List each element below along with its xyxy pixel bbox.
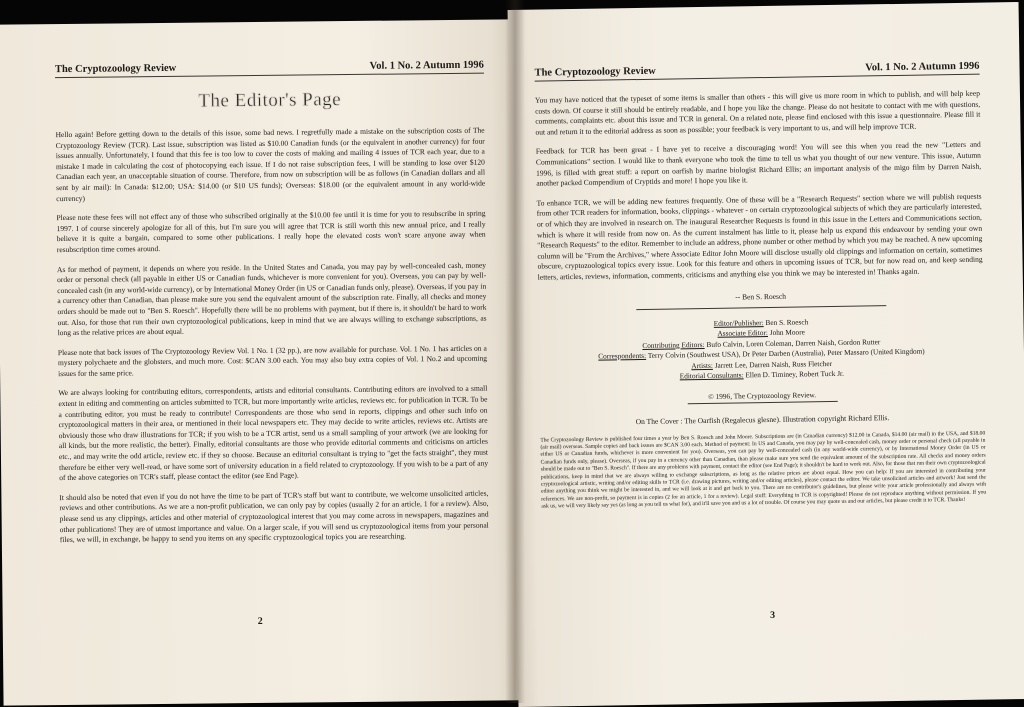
page-number: 2	[257, 615, 263, 628]
issue-info: Vol. 1 No. 2 Autumn 1996	[865, 60, 980, 74]
credit-names: Terry Colvin (Southwest USA), Dr Peter Darben (Australia), Peter Massaro (United Kingdom)	[646, 346, 925, 360]
paragraph: Feedback for TCR has been great - I have yet to receive a discouraging word! You will see this when you read the new "Letters and Communications" section. I would like to thank everyone who took the time to tell us what you thought of our new venture. This issue, Autumn 1996, is filled with great stuff: a report on oarfish by marine biologist Richard Ellis; an important analysis of the migo film by Darren Naish, another packed Compendium of Cryptids and more! I hope you like it.	[535, 140, 982, 188]
cover-note: On The Cover : The Oarfish (Regalecus glesne). Illustration copyright Richard Ellis.	[635, 412, 890, 426]
credit-role: Correspondents:	[598, 350, 647, 361]
credit-names: Bufo Calvin, Loren Coleman, Darren Naish, Gordon Rutter	[704, 336, 881, 349]
credit-role: Contributing Editors:	[642, 339, 705, 350]
credit-role: Associate Editor:	[717, 328, 769, 338]
paragraph: You may have noticed that the typeset of some items is smaller than others - this will give us more room in which to publish, and will help keep costs down. Of course it still should be entirely readable, and I hope you like the change. Please do not hesitate to contact with me with questions, comments, complaints etc. about this issue and TCR in general. On a related note, please find enclosed with this issue a questionnaire. Please fill it out and return it to the editorial address as soon as possible; your feedback is very important to us, and will help improve TCR.	[534, 88, 981, 137]
paragraph: Please note these fees will not effect any of those who subscribed originally at the $10.00 fee until it is time for you to resubscribe in spring 1997. I of course sincerely apologize for all of this, but I'm sure you will agree that TCR is still worth this new annual price, and I really believe it is quite a bargain, compared to some other publications. I really hope the elevated costs won't scare anyone away when resubscription time comes around.	[56, 208, 486, 255]
right-page	[508, 2, 1024, 707]
signature: -- Ben S. Roesch	[735, 291, 787, 302]
paragraph: As for method of payment, it depends on where you reside. In the United States and Canada, you may pay by well-concealed cash, money order or personal check (all payable in either US or Canadian funds, whichever is more convenient for you). Overseas, you can pay by well-concealed cash (in any world-wide currency), or by International Money Order (in US or Canadian funds only, please). Overseas, if you pay in a currency other than Canadian, than please make sure you send the equivalent amount of the subscription rate. Finally, all checks and money orders should be made out to "Ben S. Roesch". Hopefully there will be no problems with payment, but if there is, it shouldn't be hard to work out. Also, for those that run their own cryptozoological publications, keep in mind that we are always willing to exchange subscriptions, as long as the relative prices are about equal.	[56, 260, 487, 338]
page-number: 3	[770, 609, 776, 622]
credit-names: Ben S. Roesch	[763, 316, 809, 327]
staff-credits	[538, 314, 984, 384]
copyright-text: © 1996, The Cryptozoology Review.	[687, 389, 837, 403]
paragraph: It should also be noted that even if you do not have the time to be part of TCR's staff but want to contribute, we welcome unsolicited articles, reviews and other contributions. As we are a non-profit publication, we can only pay by copies (usually 2 for an article, 1 for a review). Also, please send us any clippings, articles and other material of cryptozoological interest that you may come across in newspapers, magazines and other publications! They are of utmost importance and value. On a larger scale, if you will send us cryptozoological items from your personal files, we will, in exchange, be happy to send you items on any specific cryptozoological topics you are researching.	[59, 488, 489, 545]
right-page-header	[534, 61, 979, 82]
credit-names: Jarrett Lee, Darren Naish, Russ Fletcher	[712, 358, 833, 370]
paragraph: To enhance TCR, we will be adding new features frequently. One of these will be a "Research Requests" section where we will publish requests from other TCR readers for information, books, clippings - whatever - on certain cryptozoological subjects of which they are particularly interested, or of which they are involved in research on. The inaugural Researcher Requests is found in this issue in the Letters and Communications section, which is where it will reside from now on. As the current instalment has little to it, please help us expand this endeavour by sending your own "Research Requests" to the editor. Remember to include an address, phone number or other method by which you may be reached. A new upcoming column will be "From the Archives," where Associate Editor John Moore will disclose usually old clippings and information on certain, sometimes obscure, cryptozoological topics every issue. Look for this feature and others in upcoming issues of TCR, but for now read on, and keep sending letters, articles, reviews, information, comments, criticisms and anything else you think we may be interested in! Thanks again.	[536, 191, 983, 282]
paragraph: Please note that back issues of The Cryptozoology Review Vol. 1 No. 1 (32 pp.), are now available for purchase. Vol. 1 No. 1 has articles on a mystery polychaete and the globsters, and much more. Cost: $CAN 3.00 each. You may also buy extra copies of Vol. 1 No.2 and upcoming issues for the same price.	[57, 343, 488, 378]
credit-role: Editorial Consultants:	[679, 370, 744, 381]
publication-title: The Cryptozoology Review	[54, 62, 177, 76]
paragraph: We are always looking for contributing editors, correspondents, artists and editorial consultants. Contributing editors are involved to a small extent in editing and commenting on articles submitted to TCR, but more importantly write articles, reviews etc. for publication in TCR. To be a contributing editor, you must be ready to contribute! Correspondents are those who send in reports, clippings and other such info on cryptozoological matters in their area, or mentioned in their local newspapers etc. They may decide to write articles, reviews etc. Artists are obviously those who draw illustrations for TCR; if you wish to be a TCR artist, send us a small sampling of your artwork (we are looking for all kinds, but the more realistic, the better). Finally, editorial consultants are those who provide editorial comments and criticisms on articles etc., and may write the odd article, review etc. if they so choose. Because an editorial consultant is trying to "get the facts straight", they must therefore be either very well-read, or have some sort of university education in a field related to cryptozoology. If you wish to be a part of any of the above categories on TCR's staff, please contact the editor (see End Page).	[58, 384, 489, 483]
copyright-notice	[540, 387, 985, 406]
credit-names: Ellen D. Timiney, Robert Tuck Jr.	[743, 368, 844, 380]
fine-print: The Cryptozoology Review is published four times a year by Ben S. Roesch and John Moore. Subscriptions are (in Canadian currency) $12.00 in Canada, $14.00 (air mail) in the USA, and $18.00 (air mail) overseas. Sample copies and back issues are $CAN 3.00 each. Method of payment: In US and Canada, you may pay by well-concealed cash, money order or personal check (all payable in either US or Canadian funds, whichever is more convenient for you). Overseas, you can pay by well-concealed cash (in any world-wide currency), or by International Money Order (in US or Canadian funds only, please). Overseas, if you pay in a currency other than Canadian, than please make sure you send the equivalent amount of the subscription rate. All checks and money orders should be made out to "Ben S. Roesch". If there are any problems with payment, contact the editor (see End Page); it shouldn't be hard to work out. Also, for those that run their own cryptozoological publications, keep in mind that we are always willing to exchange subscriptions, as long as the relative prices are about equal. How you can help: If you are interested in contributing your cryptozoological artistic, writing and/or editing skills to TCR (i.e. drawing pictures, writing and/or editing articles), please contact the editor. We take unsolicited articles and artwork! Just send the editor anything you think we might be interested in, and we will look at it and get back to you. There are no contributor's guidelines, but please write your article professionally and always with references. We are non-profit, so payment is in copies (2 for an article, 1 for a review). Legal stuff: Everything in TCR is copyrighted! Please do not reproduce anything without permission. If you ask us, we will very likely say yes (as long as you tell us what for), and it'll save you and us a lot of trouble. Of course you may quote us and our articles, but please credit it to TCR. Thanks!	[540, 430, 987, 510]
paragraph: Hello again! Before getting down to the details of this issue, some bad news. I regretfully made a mistake on the subscription costs of The Cryptozoology Review (TCR). Last issue, subscription was listed as $10.00 Canadian funds (or the equivalent in another currency) for four issues annually. Unfortunately, I found that this fee is too low to cover the costs of making and mailing 4 issues of TCR each year, due to a mistake I made in calculating the cost of photocopying each issue. If I do not raise subscription fees, I will be standing to lose over $120 Canadian each year, an unacceptable situation of course. Therefore, from now on subscription will be as follows (in Canadian dollars and all sent by air mail): In Canada: $12.00; USA: $14.00 (or $10 US funds); Overseas: $18.00 (or the equivalent amount in any world-wide currency)	[55, 125, 486, 203]
issue-info: Vol. 1 No. 2 Autumn 1996	[369, 59, 484, 72]
divider	[636, 305, 886, 310]
spine-gutter	[505, 0, 525, 703]
credit-role: Artists:	[691, 360, 713, 370]
left-page	[0, 19, 519, 705]
section-title: The Editor's Page	[198, 89, 342, 112]
left-page-header	[55, 60, 484, 78]
credit-names: John Moore	[767, 327, 805, 338]
credit-role: Editor/Publisher:	[713, 317, 764, 328]
publication-title: The Cryptozoology Review	[534, 65, 656, 79]
